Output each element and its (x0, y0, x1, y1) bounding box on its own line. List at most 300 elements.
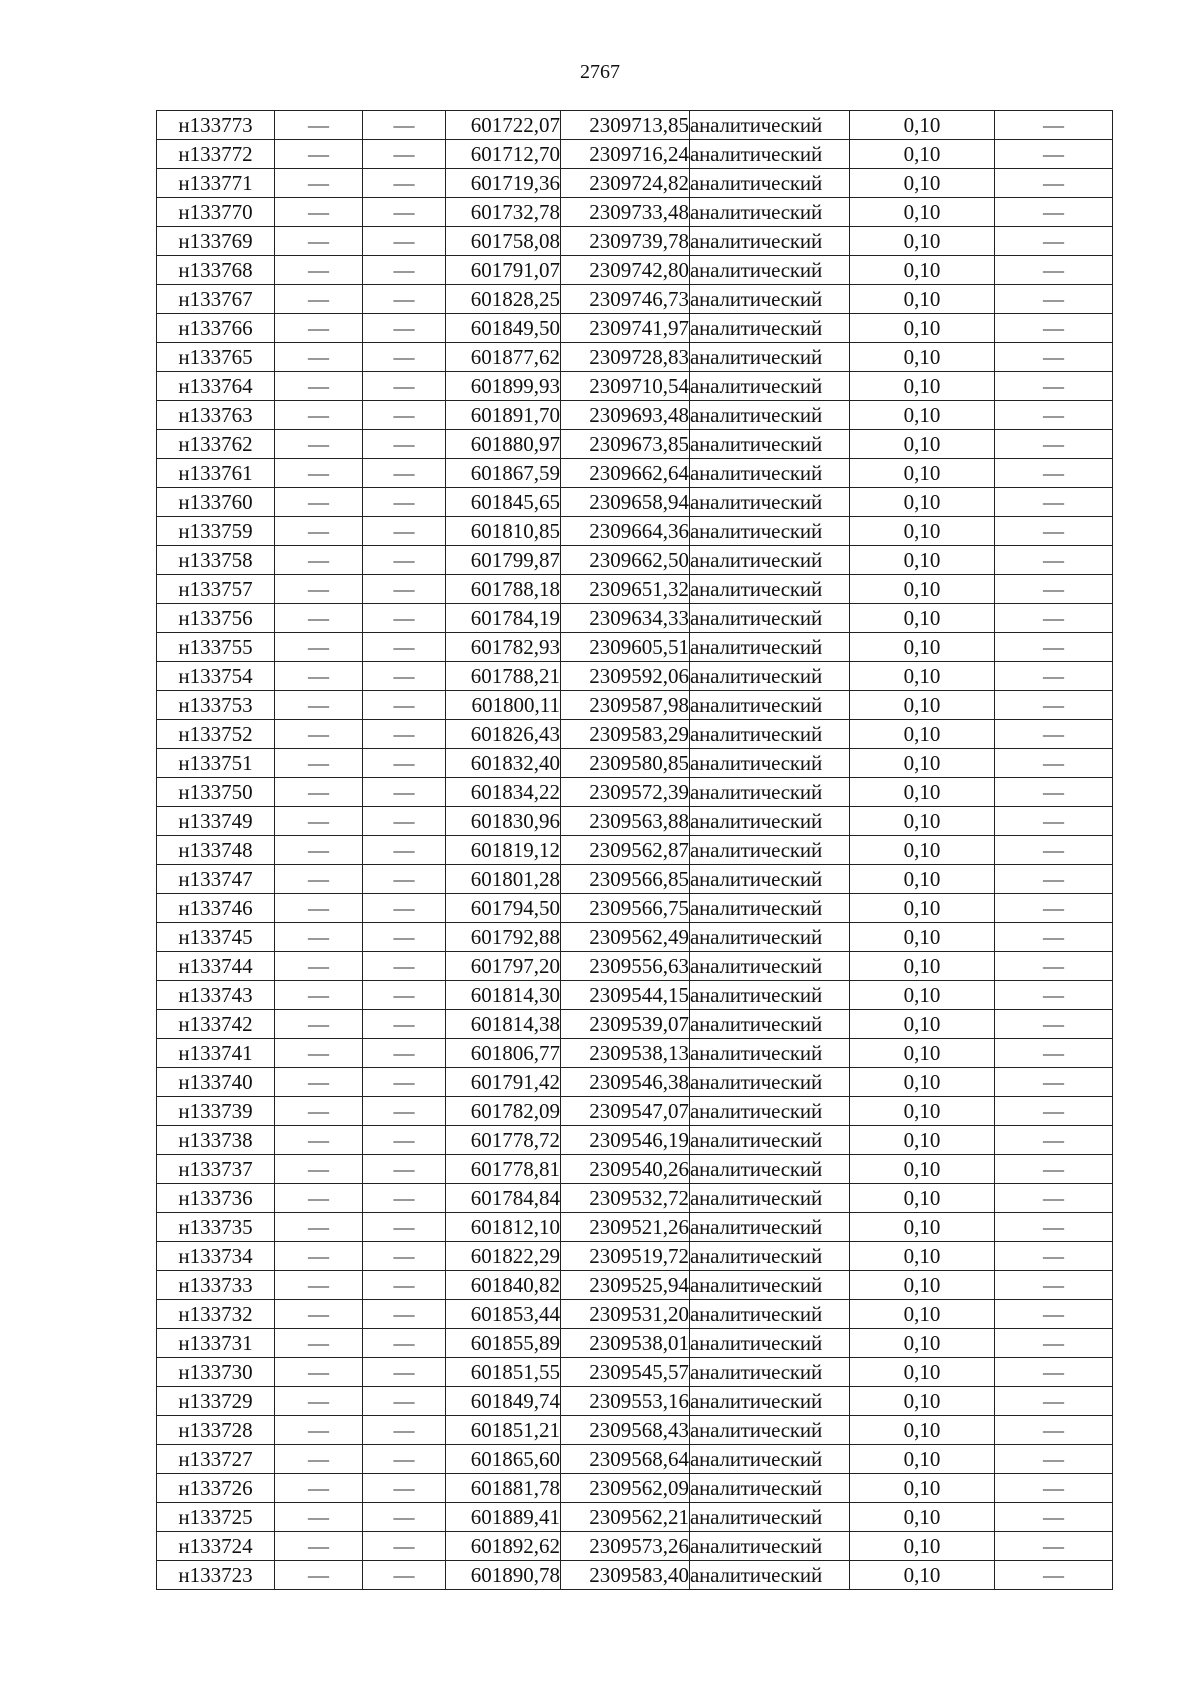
x-coordinate-cell: 601867,59 (446, 459, 561, 488)
point-cell: н133761 (157, 459, 275, 488)
method-cell: аналитический (690, 807, 850, 836)
point-cell: н133749 (157, 807, 275, 836)
y-coordinate-cell: 2309592,06 (561, 662, 690, 691)
accuracy-cell: 0,10 (850, 1271, 995, 1300)
dash-cell-1: — (275, 372, 363, 401)
method-cell: аналитический (690, 546, 850, 575)
accuracy-cell: 0,10 (850, 1010, 995, 1039)
table-body (157, 111, 1113, 1590)
x-coordinate-cell: 601799,87 (446, 546, 561, 575)
dash-cell-2: — (363, 372, 446, 401)
table-row (157, 517, 1113, 546)
method-cell: аналитический (690, 111, 850, 140)
accuracy-cell: 0,10 (850, 1329, 995, 1358)
dash-cell-3: — (995, 749, 1113, 778)
accuracy-cell: 0,10 (850, 1126, 995, 1155)
dash-cell-1: — (275, 1329, 363, 1358)
point-cell: н133726 (157, 1474, 275, 1503)
x-coordinate-cell: 601855,89 (446, 1329, 561, 1358)
accuracy-cell: 0,10 (850, 1532, 995, 1561)
accuracy-cell: 0,10 (850, 227, 995, 256)
dash-cell-3: — (995, 111, 1113, 140)
method-cell: аналитический (690, 1387, 850, 1416)
method-cell: аналитический (690, 517, 850, 546)
dash-cell-2: — (363, 952, 446, 981)
dash-cell-3: — (995, 488, 1113, 517)
method-cell: аналитический (690, 604, 850, 633)
method-cell: аналитический (690, 459, 850, 488)
y-coordinate-cell: 2309532,72 (561, 1184, 690, 1213)
point-cell: н133742 (157, 1010, 275, 1039)
accuracy-cell: 0,10 (850, 720, 995, 749)
accuracy-cell: 0,10 (850, 1474, 995, 1503)
x-coordinate-cell: 601849,74 (446, 1387, 561, 1416)
table-row (157, 981, 1113, 1010)
point-cell: н133727 (157, 1445, 275, 1474)
dash-cell-3: — (995, 633, 1113, 662)
x-coordinate-cell: 601828,25 (446, 285, 561, 314)
y-coordinate-cell: 2309724,82 (561, 169, 690, 198)
method-cell: аналитический (690, 488, 850, 517)
method-cell: аналитический (690, 1242, 850, 1271)
point-cell: н133743 (157, 981, 275, 1010)
point-cell: н133762 (157, 430, 275, 459)
dash-cell-2: — (363, 923, 446, 952)
dash-cell-1: — (275, 807, 363, 836)
y-coordinate-cell: 2309562,21 (561, 1503, 690, 1532)
y-coordinate-cell: 2309563,88 (561, 807, 690, 836)
method-cell: аналитический (690, 1358, 850, 1387)
point-cell: н133737 (157, 1155, 275, 1184)
dash-cell-2: — (363, 1387, 446, 1416)
accuracy-cell: 0,10 (850, 343, 995, 372)
dash-cell-1: — (275, 1039, 363, 1068)
method-cell: аналитический (690, 169, 850, 198)
dash-cell-2: — (363, 227, 446, 256)
dash-cell-2: — (363, 1068, 446, 1097)
dash-cell-3: — (995, 343, 1113, 372)
dash-cell-3: — (995, 459, 1113, 488)
dash-cell-3: — (995, 1358, 1113, 1387)
table-row (157, 749, 1113, 778)
dash-cell-3: — (995, 981, 1113, 1010)
dash-cell-2: — (363, 1271, 446, 1300)
point-cell: н133773 (157, 111, 275, 140)
x-coordinate-cell: 601826,43 (446, 720, 561, 749)
accuracy-cell: 0,10 (850, 633, 995, 662)
dash-cell-3: — (995, 952, 1113, 981)
point-cell: н133765 (157, 343, 275, 372)
dash-cell-1: — (275, 633, 363, 662)
x-coordinate-cell: 601814,38 (446, 1010, 561, 1039)
table-row (157, 1039, 1113, 1068)
y-coordinate-cell: 2309580,85 (561, 749, 690, 778)
dash-cell-1: — (275, 1068, 363, 1097)
y-coordinate-cell: 2309742,80 (561, 256, 690, 285)
table-row (157, 1271, 1113, 1300)
point-cell: н133751 (157, 749, 275, 778)
y-coordinate-cell: 2309664,36 (561, 517, 690, 546)
accuracy-cell: 0,10 (850, 1387, 995, 1416)
method-cell: аналитический (690, 1213, 850, 1242)
dash-cell-2: — (363, 662, 446, 691)
point-cell: н133748 (157, 836, 275, 865)
dash-cell-2: — (363, 1213, 446, 1242)
point-cell: н133758 (157, 546, 275, 575)
y-coordinate-cell: 2309544,15 (561, 981, 690, 1010)
dash-cell-3: — (995, 1532, 1113, 1561)
point-cell: н133736 (157, 1184, 275, 1213)
y-coordinate-cell: 2309562,49 (561, 923, 690, 952)
accuracy-cell: 0,10 (850, 1358, 995, 1387)
y-coordinate-cell: 2309662,50 (561, 546, 690, 575)
x-coordinate-cell: 601890,78 (446, 1561, 561, 1590)
method-cell: аналитический (690, 1155, 850, 1184)
table-row (157, 1329, 1113, 1358)
dash-cell-2: — (363, 1155, 446, 1184)
dash-cell-1: — (275, 1474, 363, 1503)
accuracy-cell: 0,10 (850, 1039, 995, 1068)
method-cell: аналитический (690, 1126, 850, 1155)
y-coordinate-cell: 2309546,19 (561, 1126, 690, 1155)
point-cell: н133770 (157, 198, 275, 227)
accuracy-cell: 0,10 (850, 604, 995, 633)
x-coordinate-cell: 601853,44 (446, 1300, 561, 1329)
method-cell: аналитический (690, 401, 850, 430)
y-coordinate-cell: 2309716,24 (561, 140, 690, 169)
dash-cell-3: — (995, 140, 1113, 169)
dash-cell-1: — (275, 1010, 363, 1039)
dash-cell-1: — (275, 691, 363, 720)
y-coordinate-cell: 2309519,72 (561, 1242, 690, 1271)
dash-cell-2: — (363, 1503, 446, 1532)
dash-cell-1: — (275, 894, 363, 923)
y-coordinate-cell: 2309556,63 (561, 952, 690, 981)
method-cell: аналитический (690, 575, 850, 604)
dash-cell-3: — (995, 1184, 1113, 1213)
dash-cell-2: — (363, 140, 446, 169)
y-coordinate-cell: 2309713,85 (561, 111, 690, 140)
accuracy-cell: 0,10 (850, 517, 995, 546)
dash-cell-1: — (275, 749, 363, 778)
dash-cell-3: — (995, 1126, 1113, 1155)
dash-cell-3: — (995, 256, 1113, 285)
x-coordinate-cell: 601851,55 (446, 1358, 561, 1387)
point-cell: н133763 (157, 401, 275, 430)
point-cell: н133738 (157, 1126, 275, 1155)
x-coordinate-cell: 601782,93 (446, 633, 561, 662)
point-cell: н133760 (157, 488, 275, 517)
dash-cell-3: — (995, 430, 1113, 459)
accuracy-cell: 0,10 (850, 1561, 995, 1590)
table-row (157, 836, 1113, 865)
table-row (157, 1532, 1113, 1561)
method-cell: аналитический (690, 981, 850, 1010)
dash-cell-3: — (995, 1242, 1113, 1271)
accuracy-cell: 0,10 (850, 546, 995, 575)
table-row (157, 1561, 1113, 1590)
dash-cell-3: — (995, 1416, 1113, 1445)
x-coordinate-cell: 601865,60 (446, 1445, 561, 1474)
point-cell: н133757 (157, 575, 275, 604)
point-cell: н133767 (157, 285, 275, 314)
method-cell: аналитический (690, 691, 850, 720)
dash-cell-2: — (363, 749, 446, 778)
dash-cell-1: — (275, 314, 363, 343)
dash-cell-3: — (995, 227, 1113, 256)
y-coordinate-cell: 2309553,16 (561, 1387, 690, 1416)
accuracy-cell: 0,10 (850, 865, 995, 894)
dash-cell-1: — (275, 575, 363, 604)
dash-cell-1: — (275, 1242, 363, 1271)
y-coordinate-cell: 2309662,64 (561, 459, 690, 488)
dash-cell-2: — (363, 1358, 446, 1387)
table-row (157, 430, 1113, 459)
method-cell: аналитический (690, 836, 850, 865)
table-row (157, 285, 1113, 314)
dash-cell-3: — (995, 401, 1113, 430)
table-row (157, 459, 1113, 488)
dash-cell-1: — (275, 256, 363, 285)
y-coordinate-cell: 2309573,26 (561, 1532, 690, 1561)
y-coordinate-cell: 2309587,98 (561, 691, 690, 720)
coordinates-table (156, 110, 1113, 1590)
y-coordinate-cell: 2309521,26 (561, 1213, 690, 1242)
x-coordinate-cell: 601778,72 (446, 1126, 561, 1155)
dash-cell-1: — (275, 1155, 363, 1184)
point-cell: н133734 (157, 1242, 275, 1271)
x-coordinate-cell: 601892,62 (446, 1532, 561, 1561)
accuracy-cell: 0,10 (850, 749, 995, 778)
accuracy-cell: 0,10 (850, 111, 995, 140)
dash-cell-1: — (275, 169, 363, 198)
dash-cell-2: — (363, 285, 446, 314)
dash-cell-3: — (995, 1155, 1113, 1184)
y-coordinate-cell: 2309531,20 (561, 1300, 690, 1329)
point-cell: н133755 (157, 633, 275, 662)
dash-cell-1: — (275, 1271, 363, 1300)
y-coordinate-cell: 2309583,40 (561, 1561, 690, 1590)
dash-cell-1: — (275, 720, 363, 749)
dash-cell-2: — (363, 1474, 446, 1503)
table-row (157, 1155, 1113, 1184)
y-coordinate-cell: 2309651,32 (561, 575, 690, 604)
dash-cell-2: — (363, 807, 446, 836)
method-cell: аналитический (690, 749, 850, 778)
dash-cell-2: — (363, 517, 446, 546)
y-coordinate-cell: 2309728,83 (561, 343, 690, 372)
table-row (157, 865, 1113, 894)
point-cell: н133733 (157, 1271, 275, 1300)
dash-cell-3: — (995, 169, 1113, 198)
dash-cell-1: — (275, 401, 363, 430)
dash-cell-2: — (363, 1329, 446, 1358)
y-coordinate-cell: 2309566,75 (561, 894, 690, 923)
accuracy-cell: 0,10 (850, 952, 995, 981)
table-row (157, 372, 1113, 401)
method-cell: аналитический (690, 227, 850, 256)
x-coordinate-cell: 601889,41 (446, 1503, 561, 1532)
x-coordinate-cell: 601791,42 (446, 1068, 561, 1097)
y-coordinate-cell: 2309525,94 (561, 1271, 690, 1300)
point-cell: н133724 (157, 1532, 275, 1561)
x-coordinate-cell: 601778,81 (446, 1155, 561, 1184)
method-cell: аналитический (690, 720, 850, 749)
y-coordinate-cell: 2309540,26 (561, 1155, 690, 1184)
accuracy-cell: 0,10 (850, 1300, 995, 1329)
accuracy-cell: 0,10 (850, 778, 995, 807)
accuracy-cell: 0,10 (850, 836, 995, 865)
dash-cell-2: — (363, 111, 446, 140)
dash-cell-3: — (995, 720, 1113, 749)
y-coordinate-cell: 2309546,38 (561, 1068, 690, 1097)
y-coordinate-cell: 2309746,73 (561, 285, 690, 314)
x-coordinate-cell: 601849,50 (446, 314, 561, 343)
dash-cell-1: — (275, 1126, 363, 1155)
dash-cell-2: — (363, 1126, 446, 1155)
dash-cell-3: — (995, 372, 1113, 401)
x-coordinate-cell: 601880,97 (446, 430, 561, 459)
table-row (157, 1184, 1113, 1213)
dash-cell-3: — (995, 604, 1113, 633)
point-cell: н133735 (157, 1213, 275, 1242)
method-cell: аналитический (690, 1503, 850, 1532)
dash-cell-1: — (275, 488, 363, 517)
x-coordinate-cell: 601877,62 (446, 343, 561, 372)
method-cell: аналитический (690, 1010, 850, 1039)
method-cell: аналитический (690, 894, 850, 923)
method-cell: аналитический (690, 1329, 850, 1358)
dash-cell-1: — (275, 981, 363, 1010)
y-coordinate-cell: 2309562,09 (561, 1474, 690, 1503)
dash-cell-2: — (363, 488, 446, 517)
dash-cell-3: — (995, 894, 1113, 923)
dash-cell-1: — (275, 430, 363, 459)
table-row (157, 1445, 1113, 1474)
dash-cell-3: — (995, 575, 1113, 604)
accuracy-cell: 0,10 (850, 1155, 995, 1184)
point-cell: н133752 (157, 720, 275, 749)
x-coordinate-cell: 601784,19 (446, 604, 561, 633)
method-cell: аналитический (690, 1068, 850, 1097)
table-row (157, 1503, 1113, 1532)
y-coordinate-cell: 2309673,85 (561, 430, 690, 459)
x-coordinate-cell: 601814,30 (446, 981, 561, 1010)
dash-cell-1: — (275, 662, 363, 691)
dash-cell-2: — (363, 401, 446, 430)
x-coordinate-cell: 601834,22 (446, 778, 561, 807)
dash-cell-1: — (275, 778, 363, 807)
table-row (157, 1126, 1113, 1155)
x-coordinate-cell: 601797,20 (446, 952, 561, 981)
dash-cell-1: — (275, 604, 363, 633)
dash-cell-3: — (995, 778, 1113, 807)
dash-cell-3: — (995, 198, 1113, 227)
y-coordinate-cell: 2309539,07 (561, 1010, 690, 1039)
y-coordinate-cell: 2309562,87 (561, 836, 690, 865)
x-coordinate-cell: 601722,07 (446, 111, 561, 140)
dash-cell-2: — (363, 1039, 446, 1068)
point-cell: н133771 (157, 169, 275, 198)
dash-cell-1: — (275, 1387, 363, 1416)
x-coordinate-cell: 601801,28 (446, 865, 561, 894)
x-coordinate-cell: 601812,10 (446, 1213, 561, 1242)
accuracy-cell: 0,10 (850, 1445, 995, 1474)
method-cell: аналитический (690, 314, 850, 343)
x-coordinate-cell: 601851,21 (446, 1416, 561, 1445)
dash-cell-3: — (995, 1503, 1113, 1532)
point-cell: н133725 (157, 1503, 275, 1532)
x-coordinate-cell: 601719,36 (446, 169, 561, 198)
dash-cell-1: — (275, 517, 363, 546)
dash-cell-1: — (275, 285, 363, 314)
dash-cell-2: — (363, 865, 446, 894)
method-cell: аналитический (690, 1097, 850, 1126)
accuracy-cell: 0,10 (850, 401, 995, 430)
y-coordinate-cell: 2309634,33 (561, 604, 690, 633)
table-row (157, 343, 1113, 372)
table-row (157, 169, 1113, 198)
dash-cell-1: — (275, 1532, 363, 1561)
table-row (157, 314, 1113, 343)
dash-cell-2: — (363, 575, 446, 604)
table-row (157, 575, 1113, 604)
x-coordinate-cell: 601822,29 (446, 1242, 561, 1271)
dash-cell-2: — (363, 169, 446, 198)
table-row (157, 1300, 1113, 1329)
accuracy-cell: 0,10 (850, 140, 995, 169)
accuracy-cell: 0,10 (850, 314, 995, 343)
table-row (157, 604, 1113, 633)
x-coordinate-cell: 601788,18 (446, 575, 561, 604)
accuracy-cell: 0,10 (850, 198, 995, 227)
y-coordinate-cell: 2309605,51 (561, 633, 690, 662)
dash-cell-2: — (363, 894, 446, 923)
method-cell: аналитический (690, 198, 850, 227)
method-cell: аналитический (690, 1474, 850, 1503)
x-coordinate-cell: 601881,78 (446, 1474, 561, 1503)
point-cell: н133766 (157, 314, 275, 343)
dash-cell-2: — (363, 720, 446, 749)
dash-cell-3: — (995, 314, 1113, 343)
point-cell: н133741 (157, 1039, 275, 1068)
dash-cell-2: — (363, 836, 446, 865)
dash-cell-1: — (275, 1561, 363, 1590)
x-coordinate-cell: 601840,82 (446, 1271, 561, 1300)
x-coordinate-cell: 601891,70 (446, 401, 561, 430)
dash-cell-3: — (995, 923, 1113, 952)
table-row (157, 1387, 1113, 1416)
point-cell: н133772 (157, 140, 275, 169)
dash-cell-1: — (275, 459, 363, 488)
dash-cell-2: — (363, 981, 446, 1010)
y-coordinate-cell: 2309572,39 (561, 778, 690, 807)
dash-cell-3: — (995, 1387, 1113, 1416)
table-row (157, 778, 1113, 807)
dash-cell-3: — (995, 1039, 1113, 1068)
table-row (157, 256, 1113, 285)
point-cell: н133746 (157, 894, 275, 923)
dash-cell-3: — (995, 1300, 1113, 1329)
table-row (157, 633, 1113, 662)
dash-cell-3: — (995, 1445, 1113, 1474)
x-coordinate-cell: 601758,08 (446, 227, 561, 256)
method-cell: аналитический (690, 662, 850, 691)
dash-cell-1: — (275, 865, 363, 894)
table-row (157, 894, 1113, 923)
accuracy-cell: 0,10 (850, 1097, 995, 1126)
method-cell: аналитический (690, 778, 850, 807)
